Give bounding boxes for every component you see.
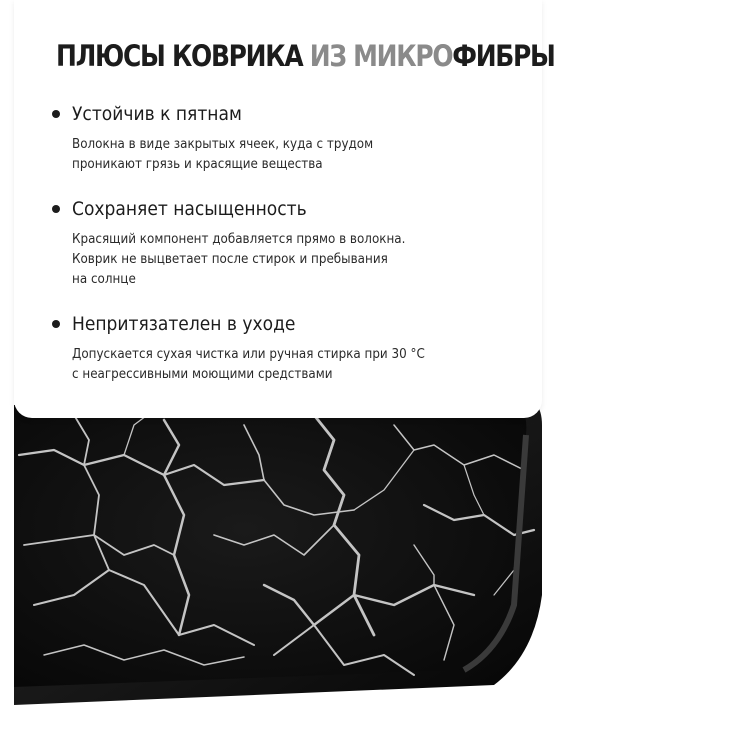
feature-title: Устойчив к пятнам — [72, 103, 242, 125]
info-panel — [14, 0, 555, 418]
title-dark-end: ФИБРЫ — [452, 39, 555, 73]
feature-head — [52, 311, 532, 337]
title-grey-part: ИЗ МИКРО — [309, 39, 453, 73]
feature-head — [52, 196, 532, 222]
bullet-icon — [52, 110, 60, 118]
feature-description: Красящий компонент добавляется прямо в волокна. Коврик не выцветает после стирок и пребывания на солнце — [72, 232, 406, 287]
title-dark-part: ПЛЮСЫ КОВРИКА — [56, 39, 310, 73]
feature-head — [52, 101, 532, 127]
feature-description: Волокна в виде закрытых ячеек, куда с трудом проникают грязь и красящие вещества — [72, 137, 374, 172]
feature-color-retention — [52, 196, 532, 290]
bullet-icon — [52, 205, 60, 213]
page-title — [56, 34, 555, 78]
feature-easy-care — [52, 311, 532, 385]
feature-stain-resistant — [52, 101, 532, 175]
feature-description: Допускается сухая чистка или ручная стирка при 30 °С с неагрессивными моющими средствами — [72, 347, 425, 382]
rug-photo — [14, 395, 542, 705]
feature-title: Сохраняет насыщенность — [72, 198, 307, 220]
bullet-icon — [52, 320, 60, 328]
feature-title: Непритязателен в уходе — [72, 313, 296, 335]
